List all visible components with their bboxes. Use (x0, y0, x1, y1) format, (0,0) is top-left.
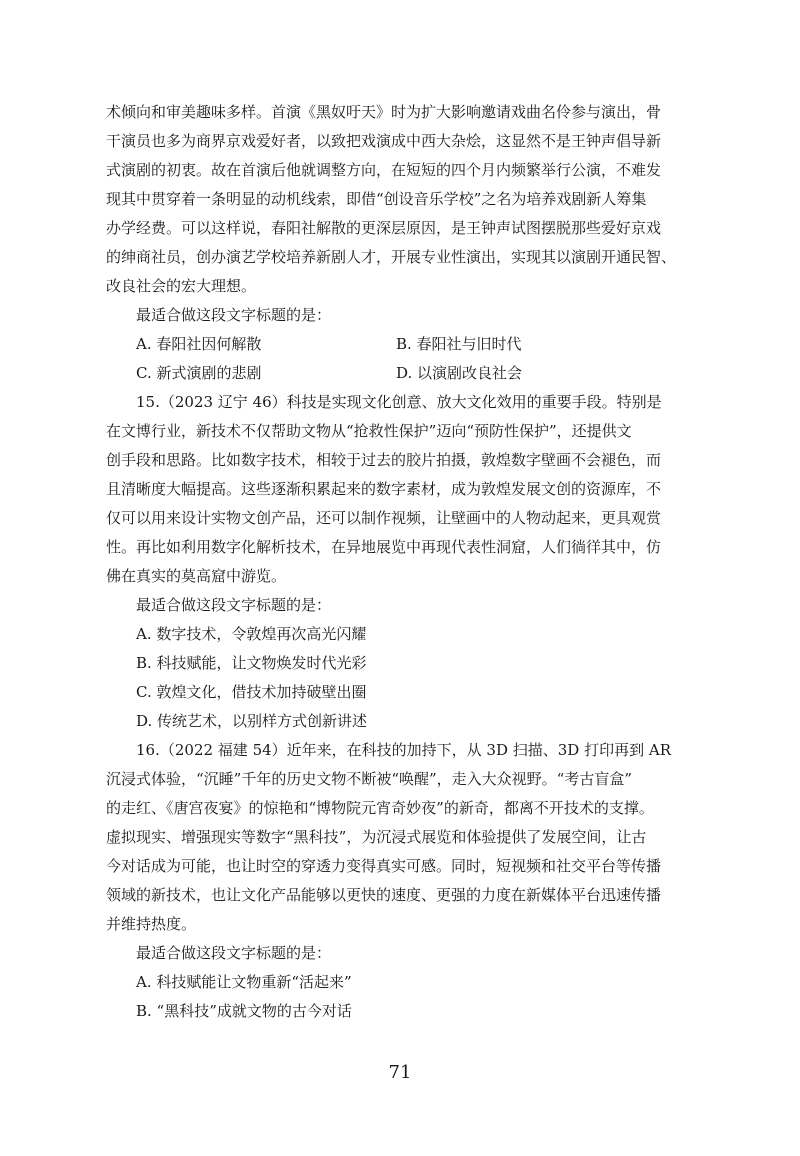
paragraph-line: 创手段和思路。比如数字技术，相较于过去的胶片拍摄，敦煌数字壁画不会褪色，而 (106, 451, 662, 469)
option-d: D. 传统艺术，以别样方式创新讲述 (136, 712, 368, 730)
paragraph-line: 沉浸式体验，“沉睡”千年的历史文物不断被“唤醒”，走入大众视野。“考古盲盒” (106, 770, 633, 788)
paragraph-line: 性。再比如利用数字化解析技术，在异地展览中再现代表性洞窟，人们徜徉其中，仿 (106, 538, 662, 556)
paragraph-line: 的走红、《唐宫夜宴》的惊艳和“博物院元宵奇妙夜”的新奇，都离不开技术的支撑。 (106, 799, 654, 817)
question-prompt: 最适合做这段文字标题的是： (136, 596, 332, 614)
option-a: A. 春阳社因何解散 (136, 335, 262, 353)
paragraph-line: 术倾向和审美趣味多样。首演《黑奴吁天》时为扩大影响邀请戏曲名伶参与演出，骨 (106, 103, 662, 121)
document-body (106, 98, 696, 1026)
option-b: B. 春阳社与旧时代 (396, 335, 522, 353)
question-prompt: 最适合做这段文字标题的是： (136, 944, 332, 962)
paragraph-line: 仅可以用来设计实物文创产品，还可以制作视频，让壁画中的人物动起来，更具观赏 (106, 509, 662, 527)
passage-13 (106, 98, 696, 388)
option-c: C. 敦煌文化，借技术加持破壁出圈 (136, 683, 367, 701)
option-row (106, 330, 696, 359)
paragraph-line: 今对话成为可能，也让时空的穿透力变得真实可感。同时，短视频和社交平台等传播 (106, 857, 662, 875)
page-number: 71 (388, 1062, 412, 1083)
question-heading-line: 15.（2023 辽宁 46）科技是实现文化创意、放大文化效用的重要手段。特别是 (136, 393, 662, 411)
question-15 (106, 388, 696, 736)
paragraph-line: 且清晰度大幅提高。这些逐渐积累起来的数字素材，成为敦煌发展文创的资源库，不 (106, 480, 662, 498)
option-d: D. 以演剧改良社会 (396, 364, 523, 382)
option-row (106, 359, 696, 388)
paragraph-line: 领域的新技术，也让文化产品能够以更快的速度、更强的力度在新媒体平台迅速传播 (106, 886, 662, 904)
option-c: C. 新式演剧的悲剧 (136, 364, 262, 382)
paragraph-line: 并维持热度。 (106, 915, 197, 933)
paragraph-line: 在文博行业，新技术不仅帮助文物从“抢救性保护”迈向“预防性保护”，还提供文 (106, 422, 632, 440)
paragraph-line: 现其中贯穿着一条明显的动机线索，即借“创设音乐学校”之名为培养戏剧新人筹集 (106, 190, 647, 208)
question-16 (106, 736, 696, 1026)
question-prompt: 最适合做这段文字标题的是： (136, 306, 332, 324)
paragraph-line: 虚拟现实、增强现实等数字“黑科技”，为沉浸式展览和体验提供了发展空间，让古 (106, 828, 647, 846)
paragraph-line: 佛在真实的莫高窟中游览。 (106, 567, 287, 585)
option-b: B. 科技赋能，让文物焕发时代光彩 (136, 654, 367, 672)
paragraph-line: 干演员也多为商界京戏爱好者，以致把戏演成中西大杂烩，这显然不是王钟声倡导新 (106, 132, 662, 150)
paragraph-line: 改良社会的宏大理想。 (106, 277, 257, 295)
paragraph-line: 式演剧的初衷。故在首演后他就调整方向，在短短的四个月内频繁举行公演，不难发 (106, 161, 662, 179)
option-b: B. “黑科技”成就文物的古今对话 (136, 1002, 352, 1020)
paragraph-line: 的绅商社员，创办演艺学校培养新剧人才，开展专业性演出，实现其以演剧开通民智、 (106, 248, 677, 266)
option-a: A. 科技赋能让文物重新“活起来” (136, 973, 352, 991)
question-heading-line: 16.（2022 福建 54）近年来，在科技的加持下，从 3D 扫描、3D 打印再到 AR (136, 741, 671, 759)
paragraph-line: 办学经费。可以这样说，春阳社解散的更深层原因，是王钟声试图摆脱那些爱好京戏 (106, 219, 662, 237)
option-a: A. 数字技术，令敦煌再次高光闪耀 (136, 625, 367, 643)
